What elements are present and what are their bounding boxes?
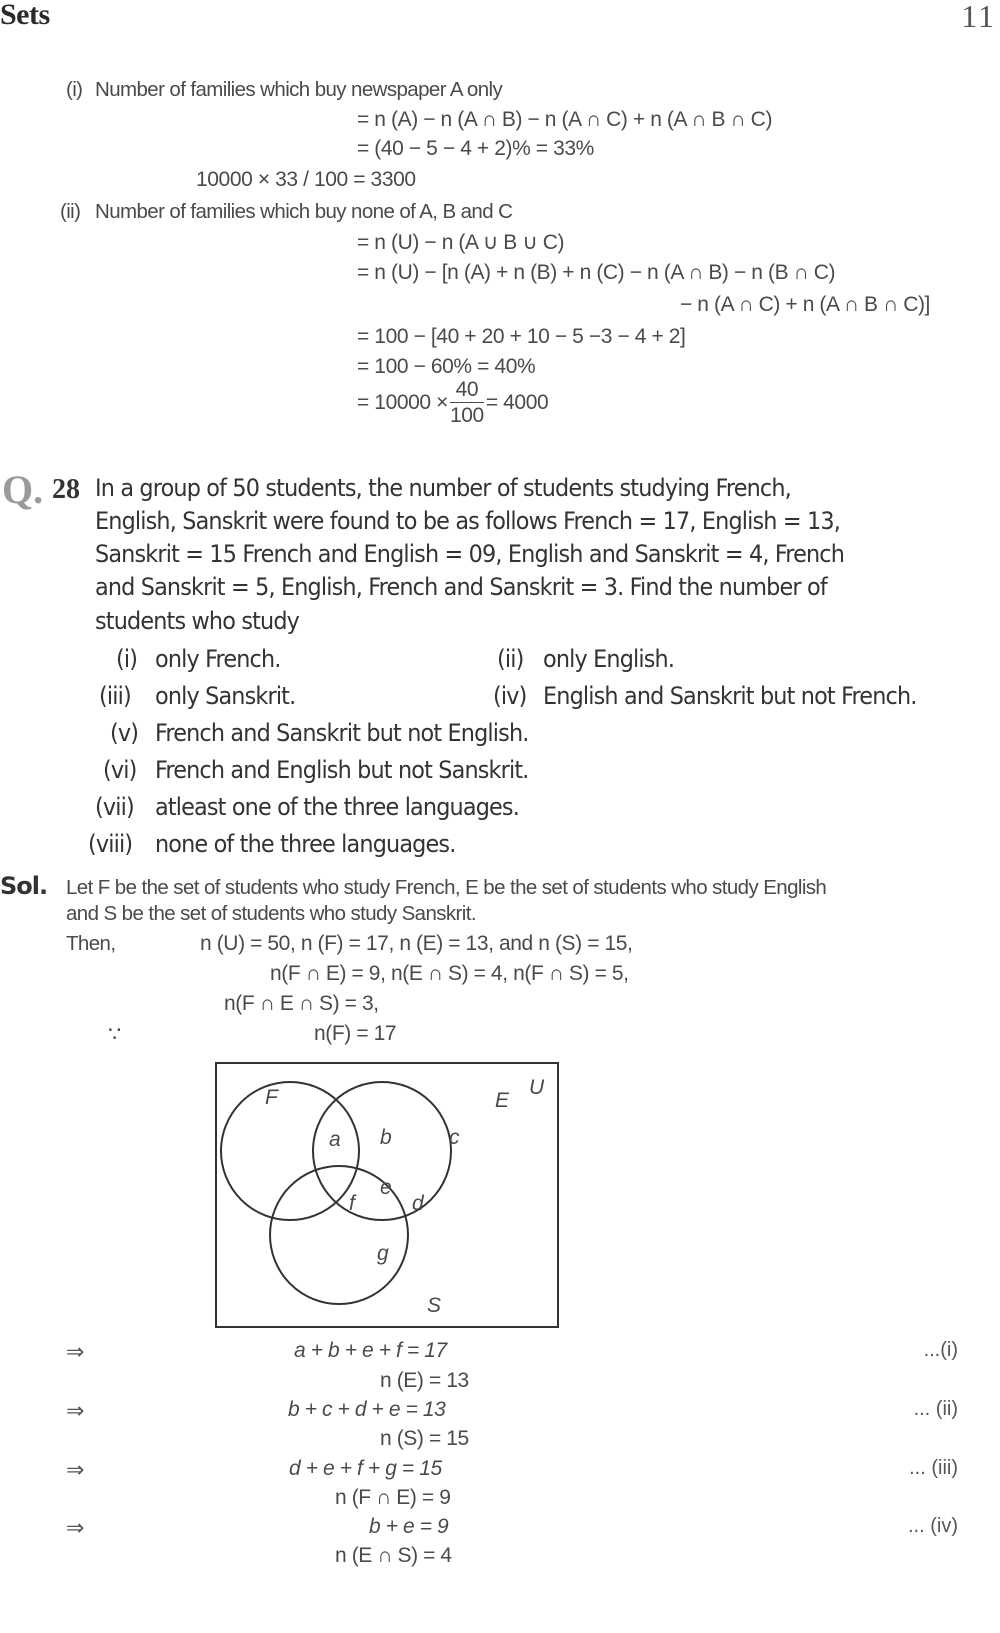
fraction-denominator: 100: [450, 404, 484, 427]
solution-intro-line-1: Let F be the set of students who study French, E be the set of students who study English: [66, 876, 827, 899]
option-v-label: (v): [110, 719, 139, 747]
part-ii-label: (ii): [60, 200, 81, 223]
region-a: a: [329, 1128, 341, 1151]
implies-arrow-4: ⇒: [66, 1515, 85, 1540]
derivation-4: n (S) = 15: [380, 1427, 469, 1450]
part-ii-line-3: − n (A ∩ C) + n (A ∩ B ∩ C)]: [680, 293, 930, 316]
ref-3: ... (iii): [909, 1457, 958, 1479]
derivation-6: n (F ∩ E) = 9: [335, 1486, 451, 1509]
region-c: c: [449, 1126, 460, 1149]
region-f: f: [349, 1192, 355, 1215]
derivation-8: n (E ∩ S) = 4: [335, 1544, 452, 1567]
part-ii-line-4: = 100 − [40 + 20 + 10 − 5 −3 − 4 + 2]: [357, 325, 686, 348]
implies-arrow-1: ⇒: [66, 1339, 85, 1364]
derivation-2: n (E) = 13: [380, 1369, 469, 1392]
option-vii-label: (vii): [95, 793, 134, 821]
universe-label: U: [529, 1076, 544, 1099]
final-prefix: = 10000 ×: [357, 391, 448, 415]
derivation-1: a + b + e + f = 17: [294, 1339, 447, 1362]
option-ii-label: (ii): [497, 645, 524, 673]
region-g: g: [377, 1242, 389, 1265]
set-label-f: F: [265, 1086, 278, 1109]
then-label: Then,: [66, 932, 116, 955]
fraction: [450, 378, 484, 429]
derivation-3: b + c + d + e = 13: [288, 1398, 446, 1421]
option-iii-label: (iii): [99, 682, 131, 710]
implies-arrow-2: ⇒: [66, 1398, 85, 1423]
part-ii-final: [357, 378, 548, 429]
final-suffix: = 4000: [485, 391, 549, 415]
set-label-e: E: [495, 1089, 509, 1112]
question-line-5: students who study: [95, 607, 300, 635]
part-i-text: Number of families which buy newspaper A only: [95, 78, 503, 101]
ref-2: ... (ii): [913, 1398, 958, 1420]
because-line: n(F) = 17: [314, 1022, 397, 1045]
question-number: 28: [52, 474, 80, 505]
part-ii-line-1: = n (U) − n (A ∪ B ∪ C): [357, 231, 565, 254]
fraction-numerator: 40: [450, 378, 484, 403]
given-line-2: n(F ∩ E) = 9, n(E ∩ S) = 4, n(F ∩ S) = 5,: [270, 962, 629, 985]
question-line-1: In a group of 50 students, the number of students studying French,: [95, 474, 791, 502]
option-i-label: (i): [116, 645, 138, 673]
part-i-line-2: = (40 − 5 − 4 + 2)% = 33%: [357, 137, 594, 160]
option-i-text: only French.: [155, 645, 281, 673]
region-d: d: [412, 1192, 424, 1215]
because-symbol: ∵: [108, 1023, 121, 1046]
option-vi-text: French and English but not Sanskrit.: [155, 756, 529, 784]
given-line-3: n(F ∩ E ∩ S) = 3,: [224, 992, 379, 1015]
option-iii-text: only Sanskrit.: [155, 682, 296, 710]
solution-label: Sol.: [0, 872, 48, 900]
option-v-text: French and Sanskrit but not English.: [155, 719, 529, 747]
option-ii-text: only English.: [543, 645, 675, 673]
question-line-3: Sanskrit = 15 French and English = 09, English and Sanskrit = 4, French: [95, 540, 845, 568]
part-ii-line-5: = 100 − 60% = 40%: [357, 355, 536, 378]
chapter-title: Sets: [0, 0, 50, 31]
question-label: Q.: [2, 467, 44, 512]
option-iv-text: English and Sanskrit but not French.: [543, 682, 917, 710]
part-ii-text: Number of families which buy none of A, B and C: [95, 200, 513, 223]
region-b: b: [380, 1126, 392, 1149]
venn-diagram: [215, 1062, 559, 1328]
part-i-line-1: = n (A) − n (A ∩ B) − n (A ∩ C) + n (A ∩ B ∩ C): [357, 108, 773, 131]
option-viii-text: none of the three languages.: [155, 830, 456, 858]
part-ii-line-2: = n (U) − [n (A) + n (B) + n (C) − n (A ∩ B) − n (B ∩ C): [357, 261, 836, 284]
ref-1: ...(i): [923, 1339, 958, 1361]
given-line-1: n (U) = 50, n (F) = 17, n (E) = 13, and n (S) = 15,: [200, 932, 633, 955]
part-i-line-3: 10000 × 33 / 100 = 3300: [196, 168, 416, 191]
question-line-2: English, Sanskrit were found to be as follows French = 17, English = 13,: [95, 507, 840, 535]
option-viii-label: (viii): [88, 830, 133, 858]
set-label-s: S: [427, 1294, 441, 1317]
option-vi-label: (vi): [103, 756, 137, 784]
derivation-5: d + e + f + g = 15: [289, 1457, 442, 1480]
implies-arrow-3: ⇒: [66, 1457, 85, 1482]
part-i-label: (i): [66, 78, 83, 101]
region-e: e: [380, 1176, 392, 1199]
derivation-7: b + e = 9: [369, 1515, 449, 1538]
question-line-4: and Sanskrit = 5, English, French and Sanskrit = 3. Find the number of: [95, 573, 827, 601]
page-number: 11: [961, 0, 996, 34]
ref-4: ... (iv): [908, 1515, 958, 1537]
solution-intro-line-2: and S be the set of students who study Sanskrit.: [66, 902, 476, 925]
option-iv-label: (iv): [493, 682, 527, 710]
option-vii-text: atleast one of the three languages.: [155, 793, 519, 821]
